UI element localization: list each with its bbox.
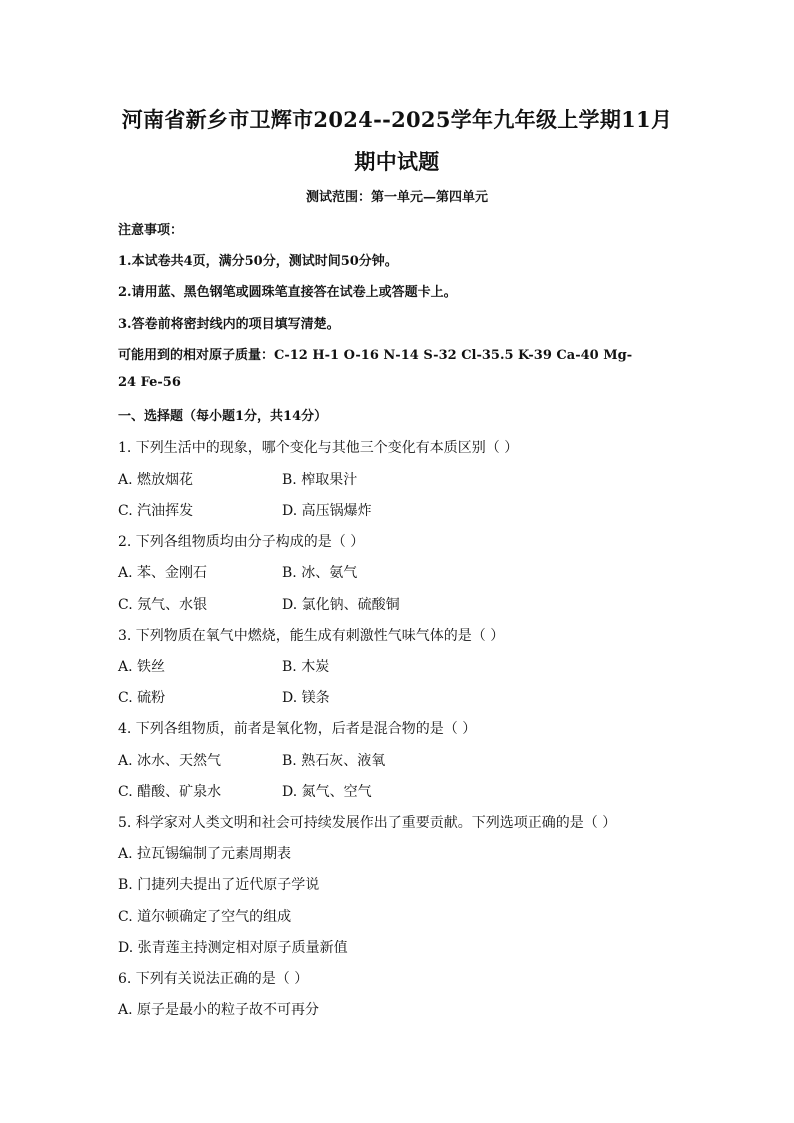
option-c: C. 醋酸、矿泉水 — [118, 784, 222, 800]
question-stem: 1. 下列生活中的现象，哪个变化与其他三个变化有本质区别（ ） — [118, 440, 519, 456]
question-stem: 2. 下列各组物质均由分子构成的是（ ） — [118, 534, 365, 550]
notice-item: 1.本试卷共4页，满分50分，测试时间50分钟。 — [118, 254, 398, 269]
option-b: B. 冰、氨气 — [282, 565, 358, 581]
option-d: D. 高压锅爆炸 — [282, 503, 372, 519]
notice-item: 3.答卷前将密封线内的项目填写清楚。 — [118, 317, 340, 332]
notice-item: 2.请用蓝、黑色钢笔或圆珠笔直接答在试卷上或答题卡上。 — [118, 285, 457, 300]
atomic-mass-line: 可能用到的相对原子质量：C-12 H-1 O-16 N-14 S-32 Cl-35.5 K-39 Ca-40 Mg- — [118, 348, 633, 363]
atomic-mass-line: 24 Fe-56 — [118, 375, 181, 390]
test-scope: 测试范围：第一单元—第四单元 — [305, 190, 488, 205]
option-d: D. 张青莲主持测定相对原子质量新值 — [118, 940, 348, 956]
option-a: A. 原子是最小的粒子故不可再分 — [118, 1002, 320, 1018]
option-b: B. 门捷列夫提出了近代原子学说 — [118, 877, 320, 893]
question-stem: 6. 下列有关说法正确的是（ ） — [118, 971, 309, 987]
option-c: C. 汽油挥发 — [118, 503, 194, 519]
option-c: C. 氖气、水银 — [118, 597, 208, 613]
option-d: D. 镁条 — [282, 690, 330, 706]
option-a: A. 燃放烟花 — [118, 472, 194, 488]
option-c: C. 道尔顿确定了空气的组成 — [118, 909, 292, 925]
question-stem: 5. 科学家对人类文明和社会可持续发展作出了重要贡献。下列选项正确的是（ ） — [118, 815, 617, 831]
exam-title-line1: 河南省新乡市卫辉市2024--2025学年九年级上学期11月 — [121, 107, 673, 132]
option-a: A. 冰水、天然气 — [118, 753, 222, 769]
question-stem: 3. 下列物质在氧气中燃烧，能生成有刺激性气味气体的是（ ） — [118, 628, 505, 644]
option-d: D. 氮气、空气 — [282, 784, 372, 800]
section-heading: 一、选择题（每小题1分，共14分） — [118, 409, 328, 424]
option-b: B. 榨取果汁 — [282, 472, 358, 488]
option-a: A. 拉瓦锡编制了元素周期表 — [118, 846, 292, 862]
option-b: B. 熟石灰、液氧 — [282, 753, 386, 769]
exam-title-line2: 期中试题 — [354, 149, 440, 174]
option-b: B. 木炭 — [282, 659, 330, 675]
question-stem: 4. 下列各组物质，前者是氧化物，后者是混合物的是（ ） — [118, 721, 477, 737]
option-d: D. 氯化钠、硫酸铜 — [282, 597, 400, 613]
option-a: A. 苯、金刚石 — [118, 565, 208, 581]
notice-header: 注意事项： — [118, 223, 184, 238]
option-a: A. 铁丝 — [118, 659, 166, 675]
option-c: C. 硫粉 — [118, 690, 166, 706]
